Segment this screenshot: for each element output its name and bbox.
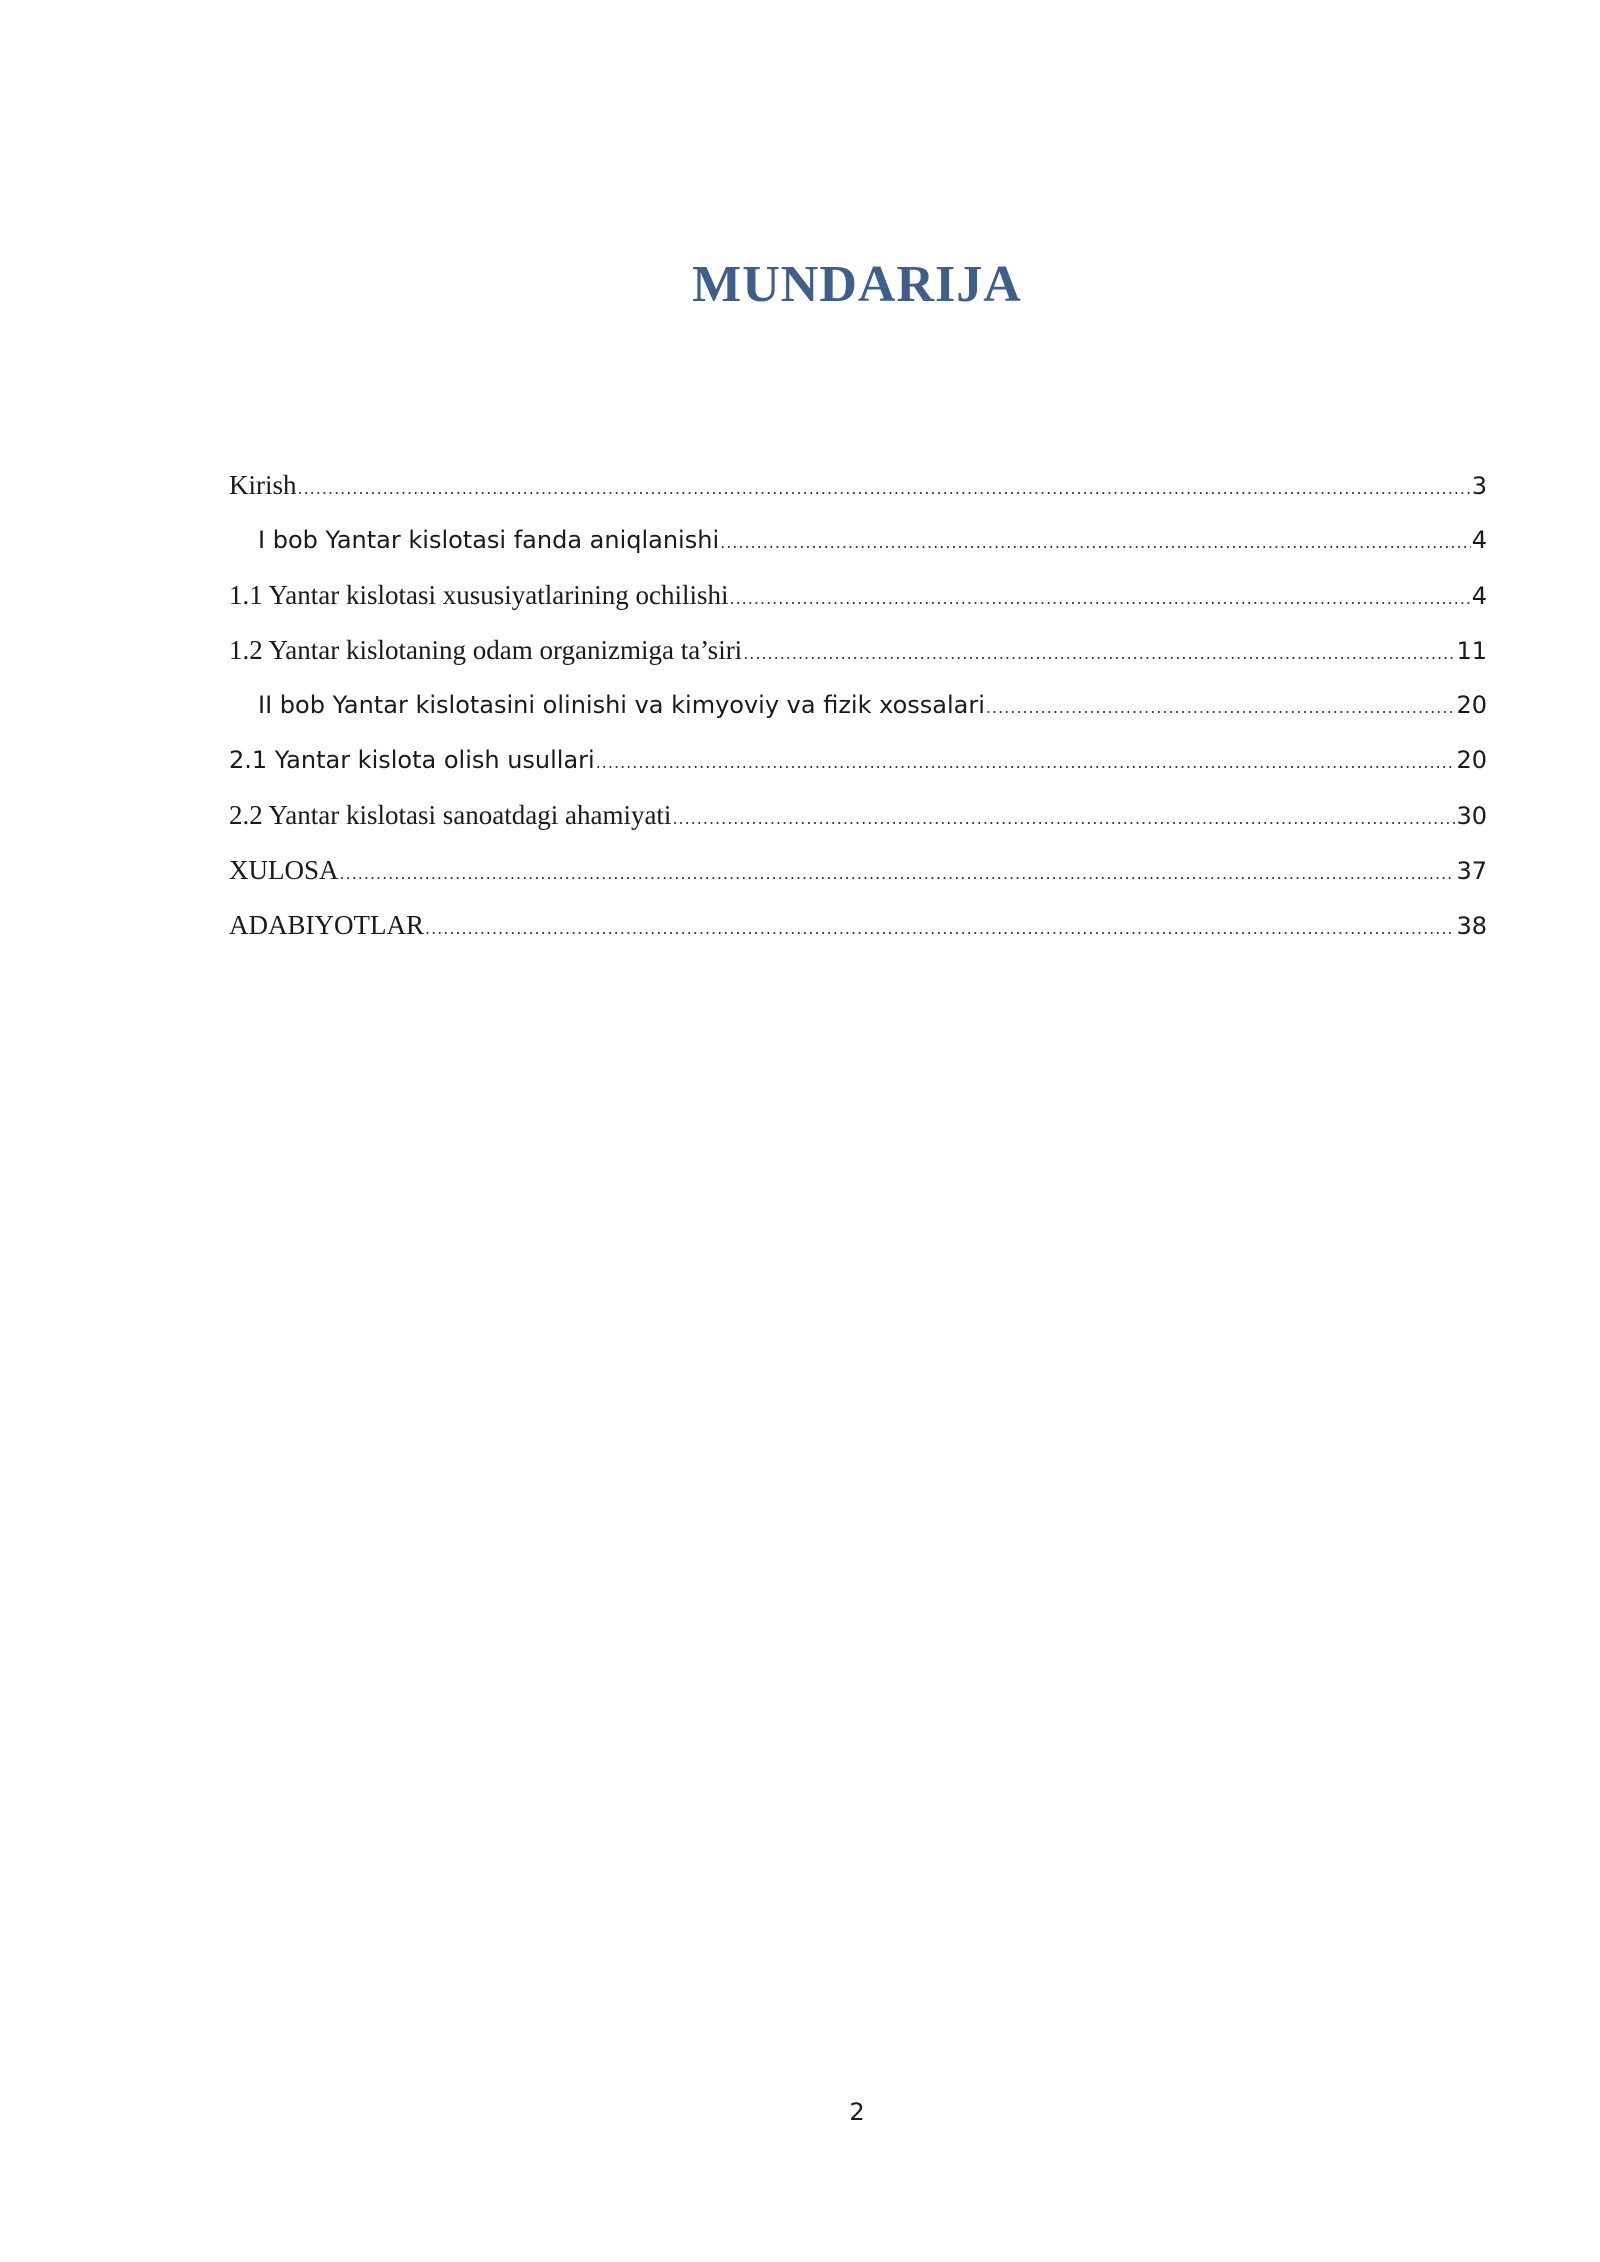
toc-entry-page: 3 (1471, 472, 1487, 500)
toc-dot-leader (986, 685, 1456, 731)
toc-entry-section-2-1[interactable] (229, 737, 1487, 792)
page-title: MUNDARIJA (692, 256, 1022, 313)
toc-entry-label: 2.2 Yantar kislotasi sanoatdagi ahamiyati (229, 800, 672, 830)
toc-entry-page: 30 (1456, 802, 1487, 830)
toc-entry-page: 11 (1456, 637, 1487, 665)
toc-entry-kirish[interactable] (229, 462, 1487, 517)
toc-dot-leader (340, 851, 1456, 897)
toc-dot-leader (720, 520, 1471, 566)
toc-dot-leader (743, 631, 1455, 677)
toc-entry-label: 2.1 Yantar kislota olish usullari (229, 746, 595, 774)
toc-dot-leader (425, 906, 1455, 952)
toc-entry-section-1-2[interactable] (229, 627, 1487, 682)
toc-dot-leader (672, 796, 1455, 842)
toc-entry-chapter-2[interactable] (229, 682, 1487, 737)
toc-entry-label: 1.1 Yantar kislotasi xususiyatlarining ochilishi (229, 580, 729, 610)
toc-entry-adabiyotlar[interactable] (229, 902, 1487, 957)
toc-entry-page: 20 (1456, 746, 1487, 774)
toc-entry-xulosa[interactable] (229, 847, 1487, 902)
toc-entry-page: 4 (1471, 526, 1487, 554)
toc-entry-page: 37 (1456, 857, 1487, 885)
toc-entry-label: II bob Yantar kislotasini olinishi va kimyoviy va fizik xossalari (258, 691, 985, 719)
toc-dot-leader (298, 466, 1471, 512)
toc-entry-label: I bob Yantar kislotasi fanda aniqlanishi (258, 526, 720, 554)
page-number: 2 (849, 2098, 865, 2126)
toc-entry-page: 20 (1456, 691, 1487, 719)
toc-dot-leader (730, 576, 1471, 622)
table-of-contents (229, 462, 1487, 957)
toc-entry-label: ADABIYOTLAR (229, 910, 424, 940)
toc-entry-page: 4 (1471, 582, 1487, 610)
toc-entry-section-1-1[interactable] (229, 572, 1487, 627)
toc-entry-label: XULOSA (229, 855, 339, 885)
toc-entry-section-2-2[interactable] (229, 792, 1487, 847)
toc-entry-label: Kirish (229, 470, 297, 500)
toc-entry-page: 38 (1456, 912, 1487, 940)
toc-dot-leader (596, 740, 1456, 786)
toc-entry-chapter-1[interactable] (229, 517, 1487, 572)
toc-entry-label: 1.2 Yantar kislotaning odam organizmiga ta’siri (229, 635, 743, 665)
